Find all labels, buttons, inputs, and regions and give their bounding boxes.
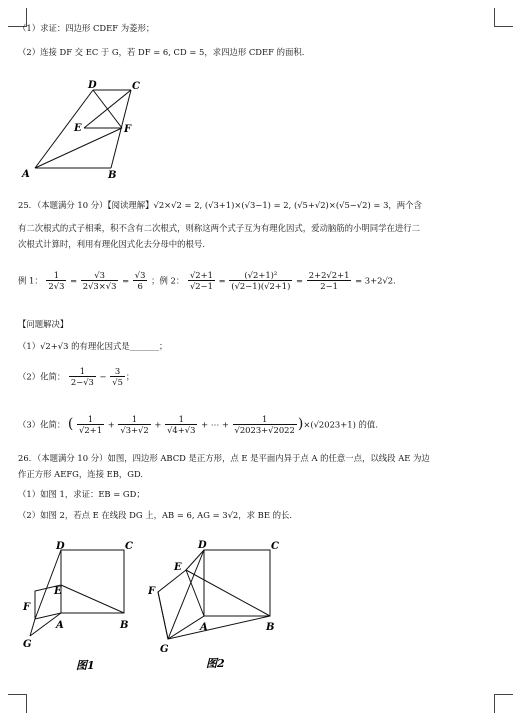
- label-a: A: [22, 169, 30, 180]
- fig2-caption: 图2: [206, 657, 225, 670]
- ex2-fraction-1: $\frac{√2+1}{√2-1}$: [189, 270, 213, 292]
- fig1-label-b: B: [120, 620, 129, 631]
- q25-part3: （3）化简： ( $\frac{1}{√2+1}$ + $\frac{1}{√3+√2}$ + $\frac{1}{√4+√3}$ + ⋯ + $\frac{1}{√2023+√2022}$ )×(√2023+1) 的值.: [18, 414, 378, 436]
- crop-mark-bottom-right: [494, 694, 513, 713]
- q26-part1: （1）如图 1，求证：EB = GD；: [18, 489, 145, 499]
- paren-open: (: [67, 416, 74, 433]
- ex1-label: 例 1：: [18, 275, 43, 286]
- fig2-label-a: A: [200, 622, 208, 633]
- q26-intro-line1: 26．（本题满分 10 分）如图，四边形 ABCD 是正方形，点 E 是平面内异于点 A 的任意一点，以线段 AE 为边: [18, 453, 430, 463]
- p3-term-2: $\frac{1}{√3+√2}$: [120, 414, 149, 436]
- crop-mark-top-right: [494, 8, 513, 27]
- p2-fraction-1: $\frac{1}{2-√3}$: [70, 366, 94, 388]
- q25-part2-label: （2）化简：: [18, 371, 66, 382]
- ex2-label: ；例 2：: [151, 275, 185, 286]
- q25-intro-line2: 有二次根式的式子相乘，积不含有二次根式，则称这两个式子互为有理化因式，爱动脑筋的小明同学在进行二: [18, 223, 420, 233]
- crop-mark-bottom-left: [8, 694, 27, 713]
- fig2-label-b: B: [266, 622, 275, 633]
- q25-examples: 例 1： $\frac{1}{2√3}$ = $\frac{√3}{2√3\times√3}$ = $\frac{√3}{6}$ ；例 2： $\frac{√2+1}{√2-1}$ = $\frac{\text{(√2+1)²}}{(√2-1)(√2+1)}$ = $\frac{2+2√2+1}{2-1}$ = 3+2√2.: [18, 270, 396, 292]
- q25-part1: （1）√2+√3 的有理化因式是_______；: [18, 341, 168, 351]
- fig1-label-c: C: [125, 541, 133, 552]
- fig2-label-d: D: [198, 540, 207, 551]
- ex1-fraction-1: $\frac{1}{2√3}$: [48, 270, 65, 292]
- label-e: E: [74, 123, 82, 134]
- label-b: B: [108, 170, 117, 180]
- p3-term-1: $\frac{1}{√2+1}$: [79, 414, 103, 436]
- ex1-fraction-2: $\frac{√3}{2√3\times√3}$: [82, 270, 117, 292]
- fig1-caption: 图1: [76, 659, 95, 672]
- q25-intro-formula: √2×√2 = 2, (√3+1)×(√3−1) = 2, (√5+√2)×(√5−√2) = 3，两个含: [153, 200, 422, 210]
- label-c: C: [132, 81, 140, 92]
- figure-1-squares: [18, 536, 158, 676]
- fig1-label-a: A: [56, 620, 64, 631]
- ex2-fraction-3: $\frac{2+2√2+1}{2-1}$: [308, 270, 350, 292]
- label-f: F: [124, 124, 132, 135]
- q26-part2: （2）如图 2，若点 E 在线段 DG 上，AB = 6, AG = 3√2，求 BE 的长.: [18, 510, 293, 520]
- paren-close: ): [297, 416, 304, 433]
- q25-part3-end: ×(√2023+1) 的值.: [303, 419, 378, 430]
- label-d: D: [88, 80, 97, 91]
- fig1-label-d: D: [56, 541, 65, 552]
- q25-intro-title: 25．（本题满分 10 分）【阅读理解】: [18, 200, 154, 210]
- fig2-label-f: F: [148, 586, 156, 597]
- q25-part2-end: ；: [125, 371, 135, 382]
- p2-fraction-2: $\frac{3}{√5}$: [112, 366, 123, 388]
- fig1-label-e: E: [54, 586, 62, 597]
- figure-2-squares: [148, 536, 298, 676]
- q26-intro-line2: 作正方形 AEFG，连接 EB，GD.: [18, 469, 144, 479]
- p3-term-n: $\frac{1}{√2023+√2022}$: [234, 414, 295, 436]
- fig1-label-g: G: [23, 639, 32, 650]
- ex1-fraction-3: $\frac{√3}{6}$: [134, 270, 146, 292]
- fig2-label-g: G: [160, 644, 169, 655]
- q25-part3-label: （3）化简：: [18, 419, 66, 430]
- q25-part2: （2）化简： $\frac{1}{2-√3}$ − $\frac{3}{√5}$ ；: [18, 366, 135, 388]
- ex2-result: = 3+2√2.: [355, 275, 396, 286]
- p3-term-3: $\frac{1}{√4+√3}$: [167, 414, 196, 436]
- fig1-label-f: F: [23, 602, 31, 613]
- fig2-label-c: C: [271, 541, 279, 552]
- figure-q24-parallelogram: [18, 80, 148, 180]
- q25-heading: 【问题解决】: [18, 319, 69, 329]
- q25-intro-line1: [18, 199, 422, 212]
- fig2-label-e: E: [174, 562, 182, 573]
- p3-dots: + ⋯ +: [201, 419, 229, 430]
- q24-part2: （2）连接 DF 交 EC 于 G，若 DF = 6, CD = 5，求四边形 CDEF 的面积.: [18, 47, 305, 57]
- q25-intro-line3: 次根式计算时，利用有理化因式化去分母中的根号.: [18, 239, 205, 249]
- q24-part1: （1）求证：四边形 CDEF 为菱形；: [18, 23, 155, 33]
- ex2-fraction-2: $\frac{\text{(√2+1)²}}{(√2-1)(√2+1)}$: [231, 270, 291, 292]
